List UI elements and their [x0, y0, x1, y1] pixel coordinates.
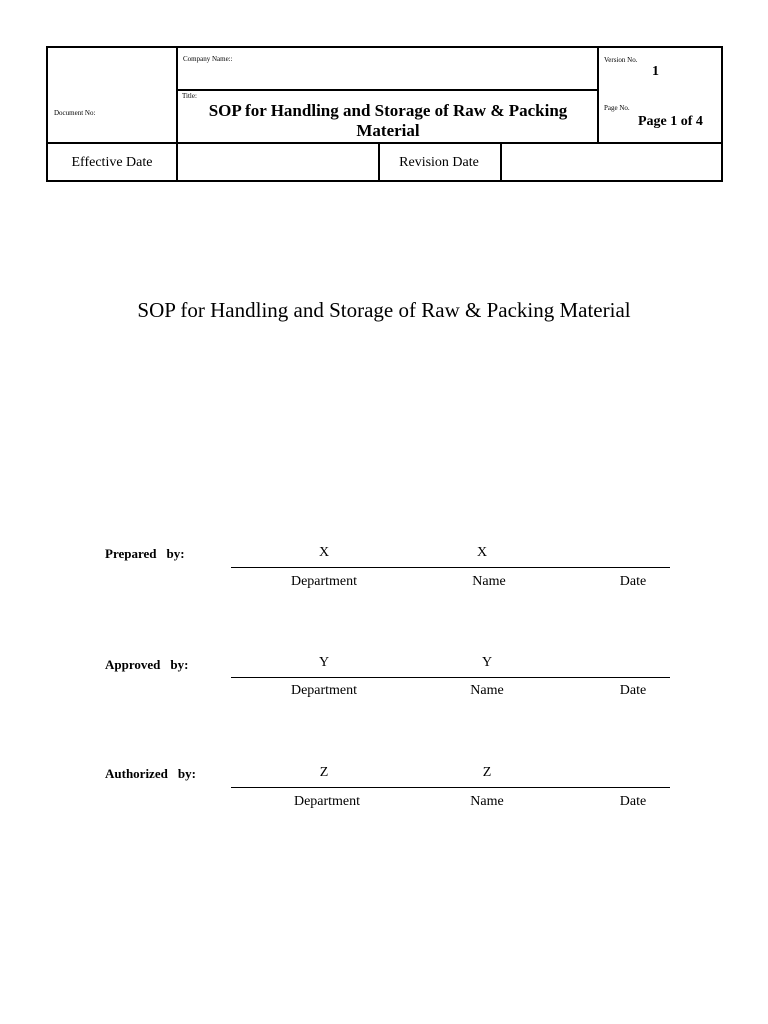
divider [176, 48, 178, 142]
signature-label: Authorized by: [105, 766, 196, 781]
company-name-label: Company Name:: [183, 55, 233, 63]
name-value: X [476, 545, 488, 560]
page-no-label: Page No. [604, 104, 630, 112]
date-caption: Date [619, 794, 647, 809]
signature-label: Prepared by: [105, 546, 185, 561]
date-caption: Date [619, 574, 647, 589]
title-label: Title: [182, 92, 197, 100]
department-value: Y [318, 655, 330, 670]
name-caption: Name [470, 794, 504, 809]
signature-line [231, 787, 670, 788]
version-label: Version No. [604, 56, 638, 64]
signature-label: Approved by: [105, 657, 189, 672]
name-value: Z [482, 765, 492, 780]
divider [597, 48, 599, 142]
department-caption: Department [293, 794, 361, 809]
page-number: Page 1 of 4 [638, 114, 703, 129]
divider [500, 142, 502, 182]
department-caption: Department [290, 683, 358, 698]
name-value: Y [481, 655, 493, 670]
document-no-label: Document No: [54, 109, 96, 117]
effective-date-label: Effective Date [71, 155, 153, 170]
department-value: Z [319, 765, 329, 780]
document-title: SOP for Handling and Storage of Raw & Packing Material [208, 101, 568, 140]
department-caption: Department [290, 574, 358, 589]
page-title: SOP for Handling and Storage of Raw & Packing Material [137, 298, 631, 322]
divider [176, 142, 178, 182]
signature-line [231, 677, 670, 678]
department-value: X [318, 545, 330, 560]
signature-line [231, 567, 670, 568]
revision-date-label: Revision Date [399, 155, 479, 170]
name-caption: Name [472, 574, 506, 589]
divider [48, 142, 723, 144]
divider [176, 89, 597, 91]
date-caption: Date [619, 683, 647, 698]
version-value: 1 [652, 64, 659, 79]
document-header-table [46, 46, 723, 182]
name-caption: Name [470, 683, 504, 698]
